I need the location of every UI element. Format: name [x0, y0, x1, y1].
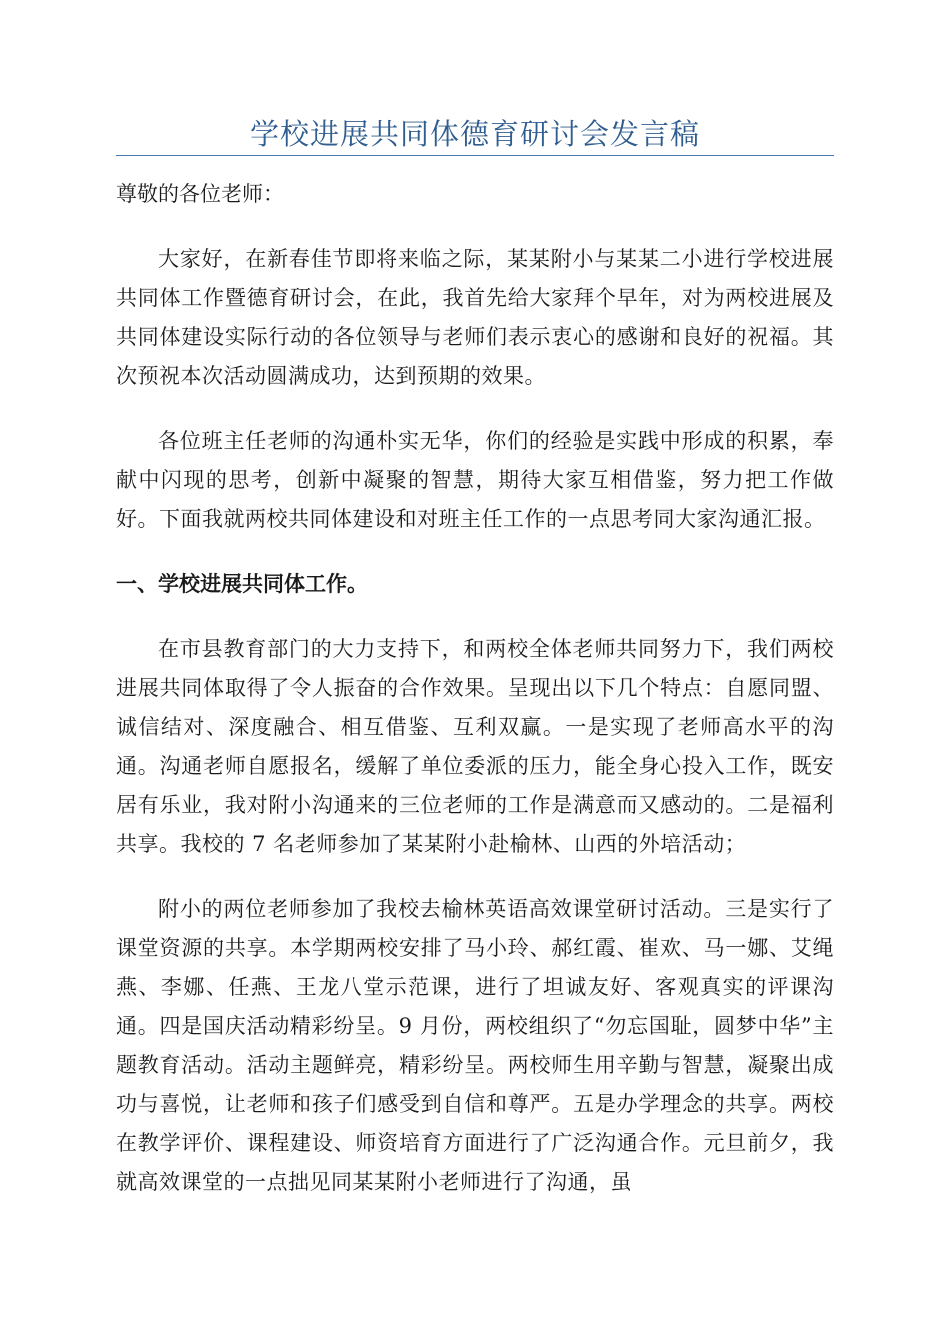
document-body [116, 175, 834, 1202]
title-underline-rule [116, 155, 834, 156]
section-1-paragraph-2: 附小的两位老师参加了我校去榆林英语高效课堂研讨活动。三是实行了课堂资源的共享。本学期两校安排了马小玲、郝红霞、崔欢、马一娜、艾绳燕、李娜、任燕、王龙八堂示范课，进行了坦诚友好、客观真实的评课沟通。四是国庆活动精彩纷呈。9 月份，两校组织了“勿忘国耻，圆梦中华”主题教育活动。活动主题鲜亮，精彩纷呈。两校师生用辛勤与智慧，凝聚出成功与喜悦，让老师和孩子们感受到自信和尊严。五是办学理念的共享。两校在教学评价、课程建设、师资培育方面进行了广泛沟通合作。元旦前夕，我就高效课堂的一点拙见同某某附小老师进行了沟通，虽 [116, 897, 834, 1194]
document-page [116, 0, 834, 1202]
section-heading-1: 一、学校进展共同体工作。 [116, 572, 368, 596]
intro-paragraph-greeting: 大家好，在新春佳节即将来临之际，某某附小与某某二小进行学校进展共同体工作暨德育研讨会，在此，我首先给大家拜个早年，对为两校进展及共同体建设实际行动的各位领导与老师们表示衷心的感谢和良好的祝福。其次预祝本次活动圆满成功，达到预期的效果。 [116, 247, 834, 388]
intro-paragraph-teachers: 各位班主任老师的沟通朴实无华，你们的经验是实践中形成的积累，奉献中闪现的思考，创新中凝聚的智慧，期待大家互相借鉴，努力把工作做好。下面我就两校共同体建设和对班主任工作的一点思考同大家沟通汇报。 [116, 429, 834, 531]
section-1-paragraph-1: 在市县教育部门的大力支持下，和两校全体老师共同努力下，我们两校进展共同体取得了令人振奋的合作效果。呈现出以下几个特点：自愿同盟、诚信结对、深度融合、相互借鉴、互利双赢。一是实现了老师高水平的沟通。沟通老师自愿报名，缓解了单位委派的压力，能全身心投入工作，既安居有乐业，我对附小沟通来的三位老师的工作是满意而又感动的。二是福利共享。我校的 7 名老师参加了某某附小赴榆林、山西的外培活动； [116, 637, 834, 856]
salutation: 尊敬的各位老师： [116, 182, 284, 206]
document-title: 学校进展共同体德育研讨会发言稿 [249, 117, 700, 151]
